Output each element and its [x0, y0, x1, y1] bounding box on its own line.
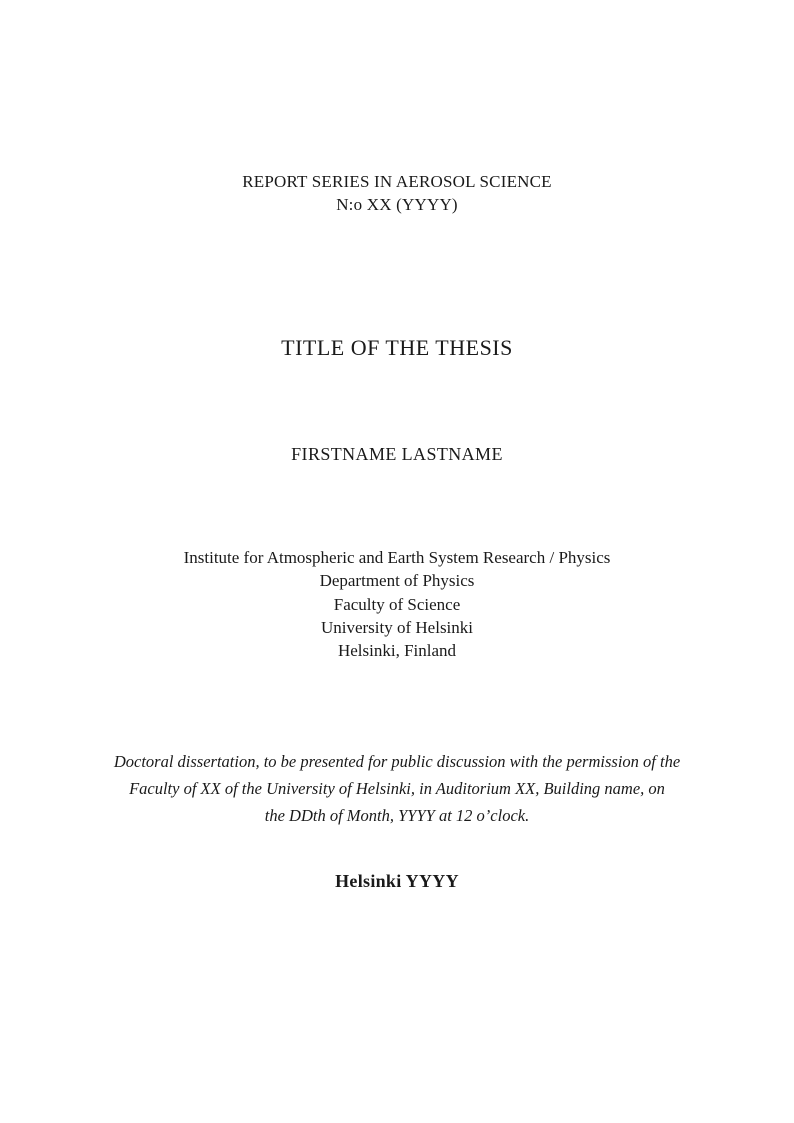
dissertation-note-line: Doctoral dissertation, to be presented for public discussion with the permission of the	[113, 752, 681, 771]
author-name: FIRSTNAME LASTNAME	[291, 444, 503, 464]
affiliation-line-department: Department of Physics	[319, 571, 475, 591]
imprint: Helsinki YYYY	[335, 871, 459, 891]
dissertation-note-line: Faculty of XX of the University of Helsinki, in Auditorium XX, Building name, on	[129, 779, 665, 798]
report-series-number: N:o XX (YYYY)	[336, 195, 458, 214]
dissertation-note	[0, 748, 794, 829]
affiliation-line-institute: Institute for Atmospheric and Earth System Research / Physics	[183, 548, 611, 567]
dissertation-note-line: the DDth of Month, YYYY at 12 o’clock.	[264, 806, 530, 825]
report-series-title: REPORT SERIES IN AEROSOL SCIENCE	[242, 172, 552, 191]
affiliation-line-city: Helsinki, Finland	[337, 641, 457, 661]
thesis-title: TITLE OF THE THESIS	[281, 335, 513, 360]
affiliation-line-faculty: Faculty of Science	[333, 594, 461, 614]
report-series-block	[0, 170, 794, 216]
affiliation-line-university: University of Helsinki	[320, 617, 474, 637]
affiliation-block	[0, 546, 794, 662]
